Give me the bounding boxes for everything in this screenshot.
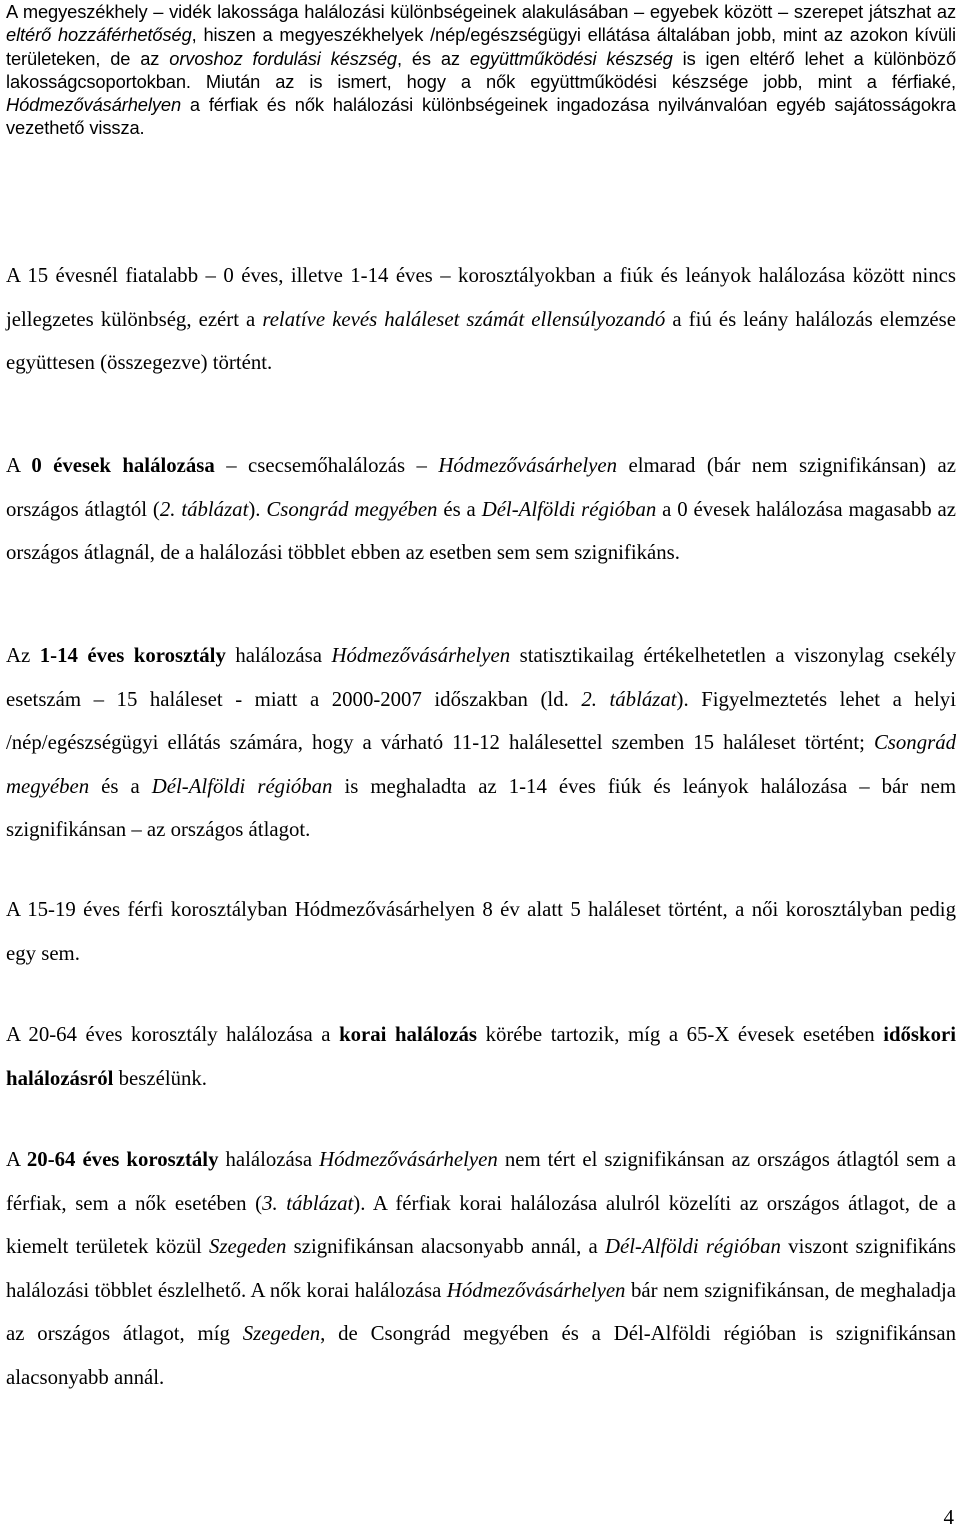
page-number: 4 [943, 1505, 954, 1529]
paragraph-infant-mortality: A 0 évesek halálozása – csecsemőhalálozás – Hódmezővásárhelyen elmarad (bár nem szignifikánsan) az országos átlagtól (2. táblázat). Csongrád megyében és a Dél-Alföldi régióban a 0 évesek halálozása magasabb az országos átlagnál, de a halálozási többlet ebben az esetben sem sem szignifikáns. [6, 454, 957, 564]
paragraph-age-20-64: A 20-64 éves korosztály halálozása Hódmezővásárhelyen nem tért el szignifikánsan az országos átlagtól sem a férfiak, sem a nők esetében (3. táblázat). A férfiak korai halálozása alulról közelíti az országos átlagot, de a kiemelt területek közül Szegeden szignifikánsan alacsonyabb annál, a Dél-Alföldi régióban viszont szignifikáns halálozási többlet észlelhető. A nők korai halálozása Hódmezővásárhelyen bár nem szignifikánsan, de meghaladja az országos átlagot, míg Szegeden, de Csongrád megyében és a Dél-Alföldi régióban is szignifikánsan alacsonyabb annál. [6, 1148, 956, 1389]
paragraph-access-differences: A megyeszékhely – vidék lakossága halálozási különbségeinek alakulásában – egyebek között – szerepet játszhat az eltérő hozzáférhetőség, hiszen a megyeszékhelyek /nép/egészségügyi ellátása általában jobb, mint az azokon kívüli területeken, de az orvoshoz fordulási készség, és az együttműködési készség is igen eltérő lehet a különböző lakosságcsoportokban. Miután az is ismert, hogy a nők együttműködési készsége jobb, mint a férfiaké, Hódmezővásárhelyen a férfiak és nők halálozási különbségeinek ingadozása nyilvánvalóan egyéb sajátosságokra vezethető vissza. [6, 1, 957, 139]
paragraph-age-1-14: Az 1-14 éves korosztály halálozása Hódmezővásárhelyen statisztikailag értékelhetetlen a viszonylag csekély esetszám – 15 haláleset - miatt a 2000-2007 időszakban (ld. 2. táblázat). Figyelmeztetés lehet a helyi /nép/egészségügyi ellátás számára, hogy a várható 11-12 halálesettel szemben 15 haláleset történt; Csongrád megyében és a Dél-Alföldi régióban is meghaladta az 1-14 éves fiúk és leányok halálozása – bár nem szignifikánsan – az országos átlagot. [6, 644, 957, 841]
paragraph-under-15: A 15 évesnél fiatalabb – 0 éves, illetve 1-14 éves – korosztályokban a fiúk és leányok halálozása között nincs jellegzetes különbség, ezért a relatíve kevés haláleset számát ellensúlyozandó a fiú és leány halálozás elemzése együttesen (összegezve) történt. [6, 264, 956, 374]
paragraph-early-mortality: A 20-64 éves korosztály halálozása a korai halálozás körébe tartozik, míg a 65-X évesek esetében időskori halálozásról beszélünk. [6, 1023, 956, 1090]
paragraph-age-15-19: A 15-19 éves férfi korosztályban Hódmezővásárhelyen 8 év alatt 5 haláleset történt, a női korosztályban pedig egy sem. [6, 898, 956, 965]
